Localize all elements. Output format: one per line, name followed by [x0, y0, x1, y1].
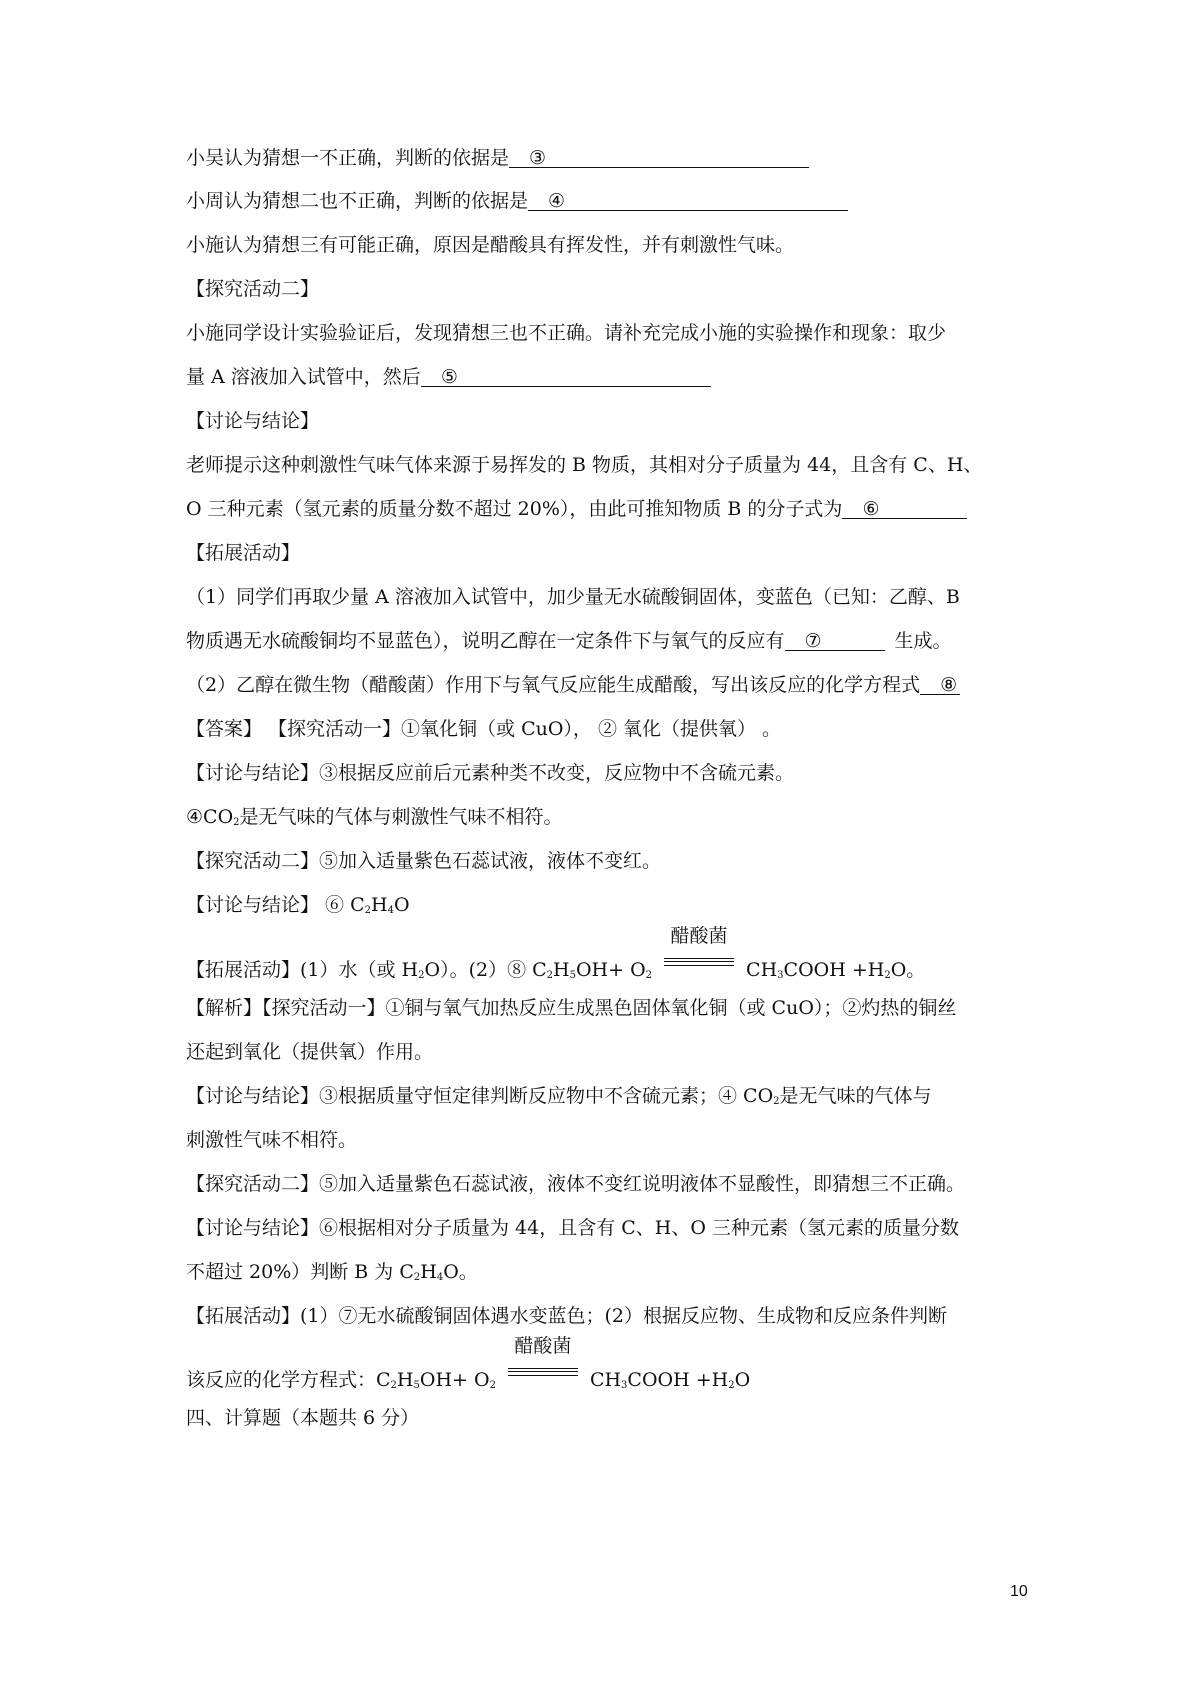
answer-blank-4: ④	[528, 189, 848, 211]
answer-line: 【讨论与结论】③根据反应前后元素种类不改变，反应物中不含硫元素。	[186, 762, 795, 784]
reaction-arrow	[660, 925, 738, 976]
text-line: O 三种元素（氢元素的质量分数不超过 20%），由此可推知物质 B 的分子式为 ⑥	[186, 497, 967, 521]
analysis-line: 【讨论与结论】③根据质量守恒定律判断反应物中不含硫元素；④ $CO_2$是无气味的气体与	[186, 1085, 932, 1107]
section-heading: 【拓展活动】	[186, 542, 301, 564]
answer-line: 【答案】 【探究活动一】①氧化铜（或 CuO）， ② 氧化（提供氧） 。	[186, 718, 782, 740]
page-number: 10	[1010, 1583, 1028, 1600]
answer-blank-8: ⑧	[920, 673, 960, 695]
analysis-line: 【拓展活动】(1）⑦无水硫酸铜固体遇水变蓝色；(2）根据反应物、生成物和反应条件判断	[186, 1305, 948, 1327]
reaction-arrow	[504, 1335, 582, 1386]
text-line: 物质遇无水硫酸铜均不显蓝色），说明乙醇在一定条件下与氧气的反应有 ⑦ 生成。	[186, 630, 952, 652]
answer-blank-6: ⑥	[842, 497, 967, 519]
text-line: 小周认为猜想二也不正确，判断的依据是 ④	[186, 189, 848, 213]
answer-blank-5: ⑤	[421, 365, 711, 387]
answer-line: 【探究活动二】⑤加入适量紫色石蕊试液，液体不变红。	[186, 850, 662, 872]
analysis-line: 刺激性气味不相符。	[186, 1129, 358, 1151]
analysis-line: 【探究活动二】⑤加入适量紫色石蕊试液，液体不变红说明液体不显酸性，即猜想三不正确。	[186, 1173, 966, 1195]
answer-line: 【讨论与结论】 ⑥ $C_2H_4O$	[186, 894, 410, 916]
section-heading: 四、计算题（本题共 6 分）	[186, 1407, 420, 1429]
section-heading: 【讨论与结论】	[186, 410, 320, 432]
text-line: （2）乙醇在微生物（醋酸菌）作用下与氧气反应能生成醋酸，写出该反应的化学方程式 ⑧	[186, 673, 960, 697]
text-line: 小施认为猜想三有可能正确，原因是醋酸具有挥发性，并有刺激性气味。	[186, 234, 795, 256]
analysis-line-equation: 该反应的化学方程式：$C_2H_5OH+ O_2$ 醋酸菌 $CH_3COOH +H_2O$	[186, 1335, 751, 1391]
text-line: 量 A 溶液加入试管中，然后 ⑤	[186, 365, 711, 389]
analysis-line: 【讨论与结论】⑥根据相对分子质量为 44，且含有 C、H、O 三种元素（氢元素的质量分数	[186, 1217, 959, 1239]
reaction-condition: 醋酸菌	[514, 1335, 572, 1357]
section-heading: 【探究活动二】	[186, 278, 320, 300]
answer-line: $④CO_2$是无气味的气体与刺激性气味不相符。	[186, 806, 563, 828]
text-line: （1）同学们再取少量 A 溶液加入试管中，加少量无水硫酸铜固体，变蓝色（已知：乙醇、B	[186, 586, 960, 608]
answer-line-equation: 【拓展活动】(1）水（或 $H_2O$）。(2）⑧ $C_2H_5OH+ O_2$ 醋酸菌 $CH_3COOH +H_2O$。	[186, 925, 926, 981]
reaction-condition: 醋酸菌	[670, 925, 728, 947]
analysis-line: 【解析】【探究活动一】①铜与氧气加热反应生成黑色固体氧化铜（或 CuO）；②灼热的铜丝	[186, 997, 957, 1019]
answer-blank-3: ③	[509, 146, 809, 168]
analysis-line: 还起到氧化（提供氧）作用。	[186, 1041, 434, 1063]
text-line: 小吴认为猜想一不正确，判断的依据是 ③	[186, 146, 809, 170]
text-line: 小施同学设计实验验证后，发现猜想三也不正确。请补充完成小施的实验操作和现象：取少	[186, 322, 947, 344]
answer-blank-7: ⑦	[785, 629, 885, 651]
text-line: 老师提示这种刺激性气味气体来源于易挥发的 B 物质，其相对分子质量为 44，且含有 C、H、	[186, 454, 983, 476]
analysis-line: 不超过 20%）判断 B 为 $C_2H_4O$。	[186, 1261, 478, 1283]
